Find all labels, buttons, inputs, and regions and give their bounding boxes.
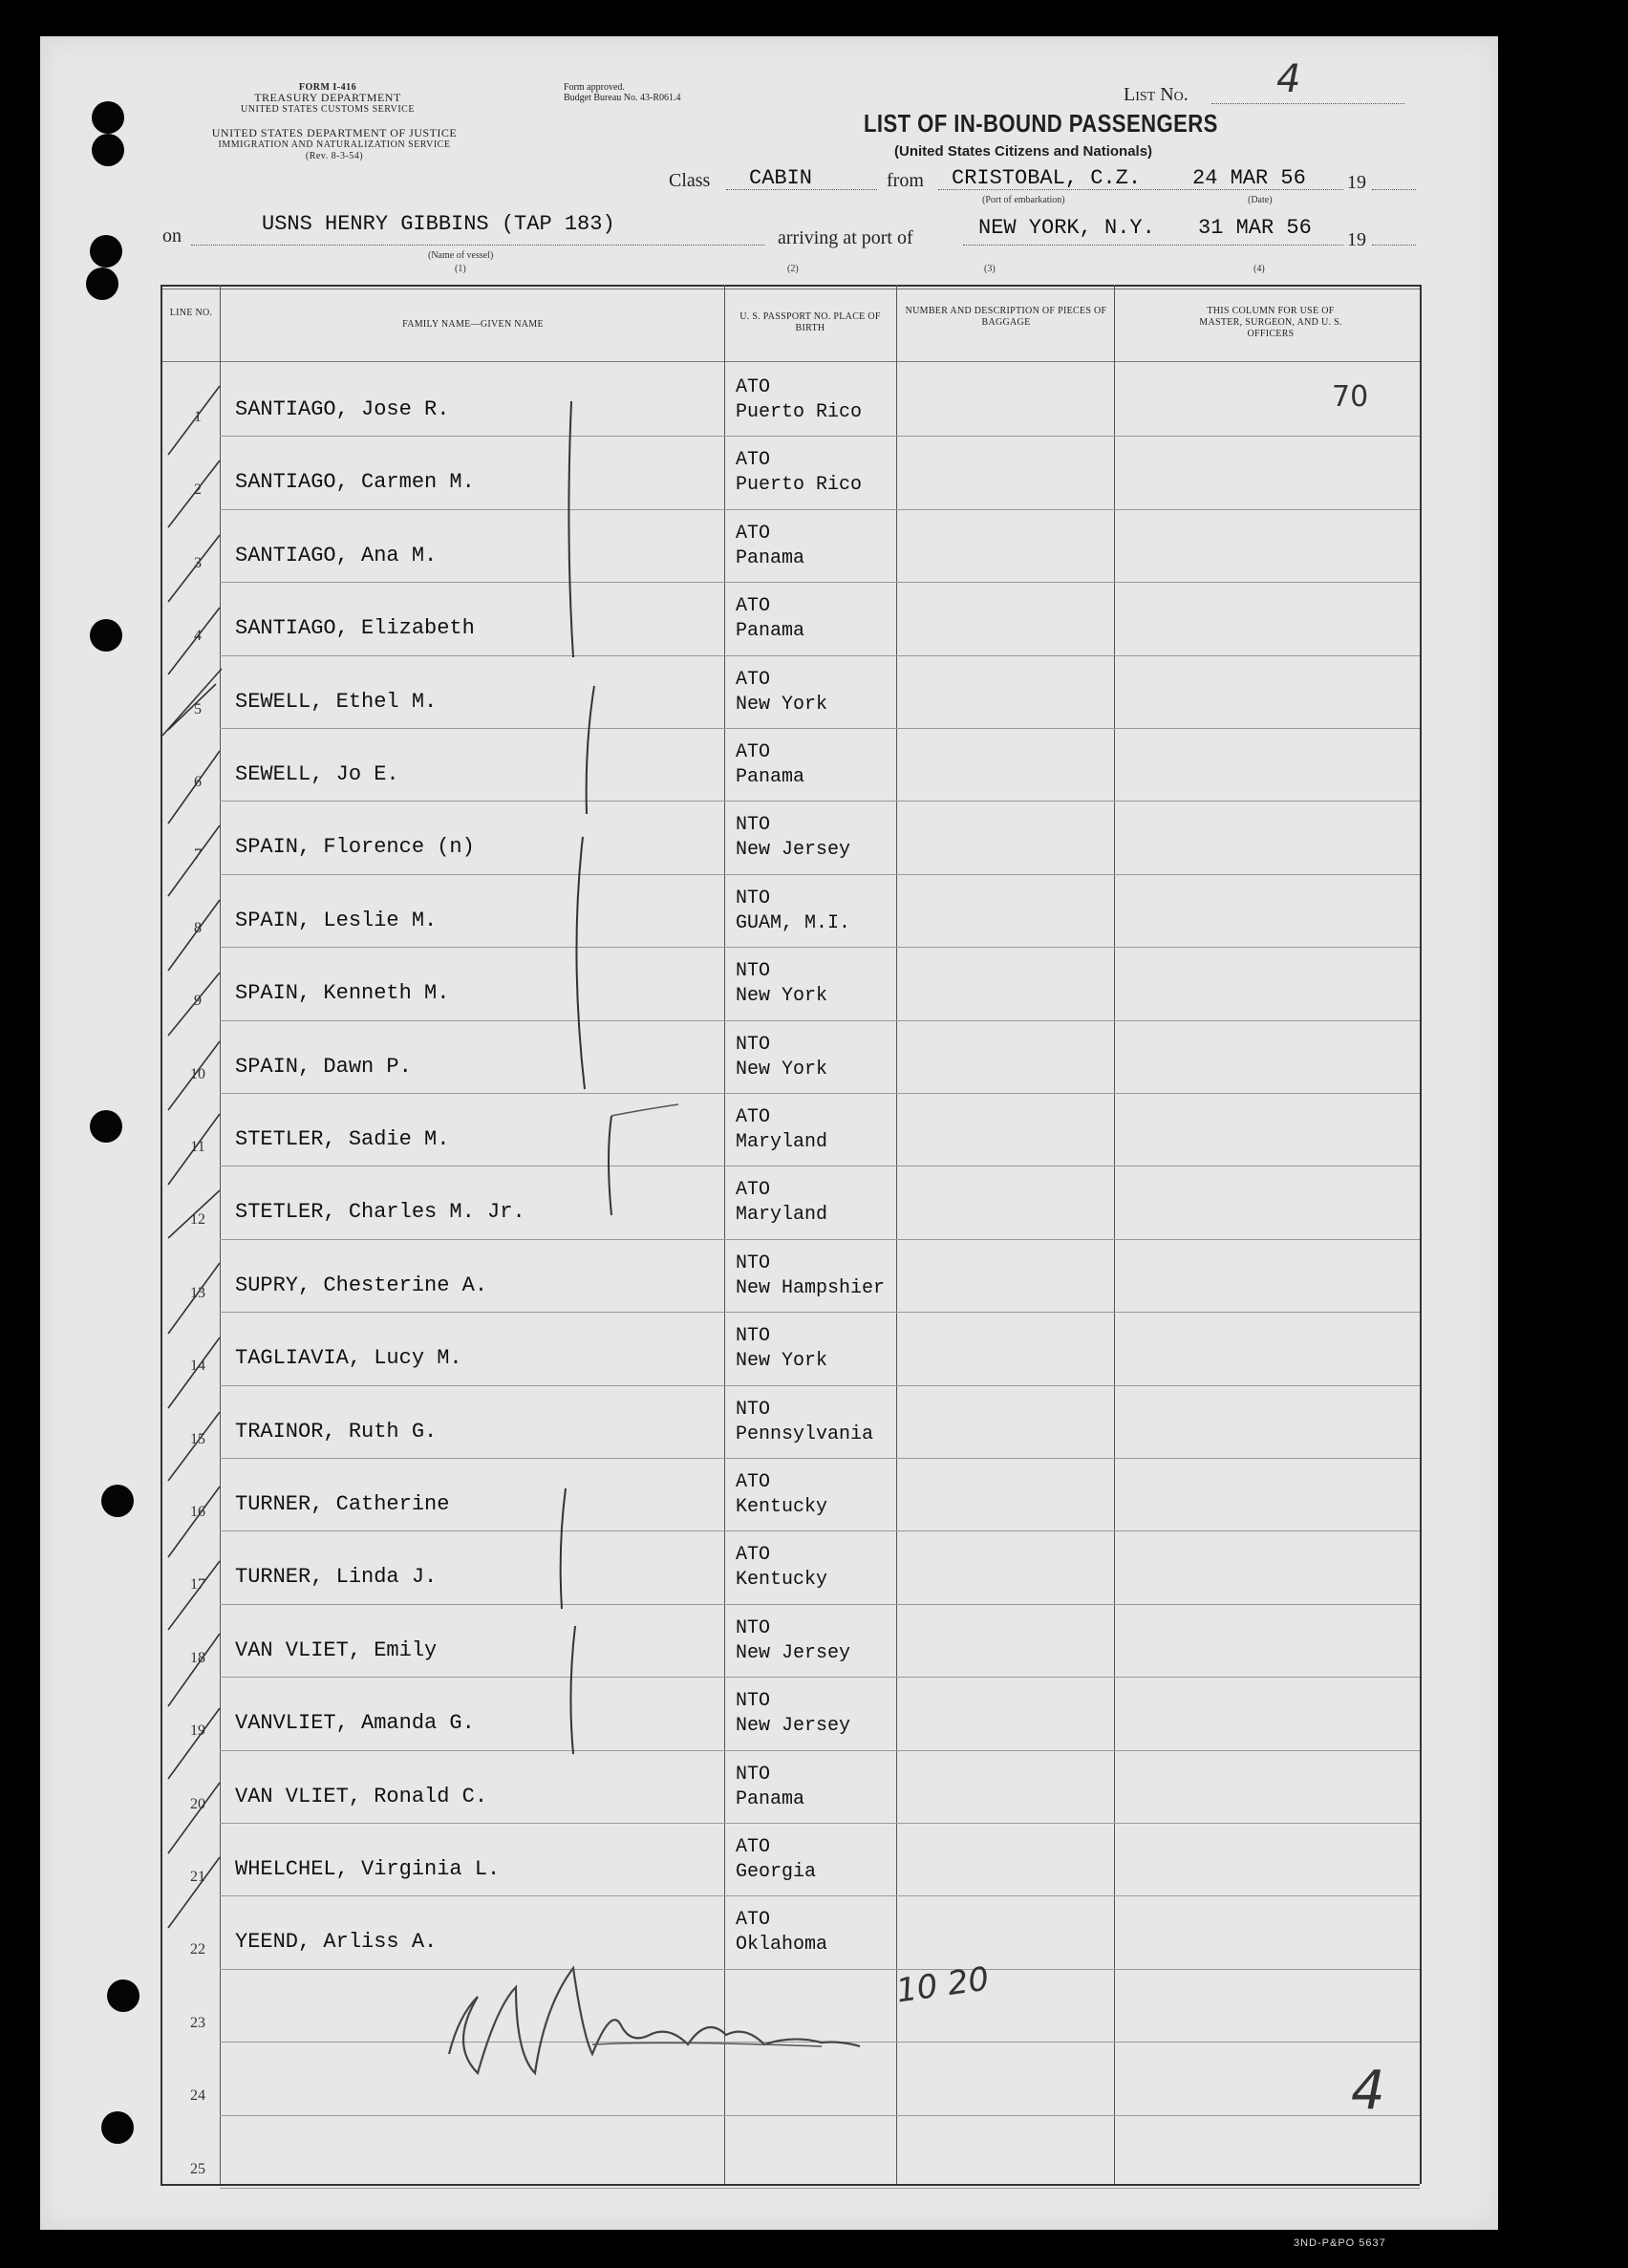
revision-date: (Rev. 8-3-54) [305,151,364,161]
place-of-birth: Kentucky [736,1569,828,1592]
place-of-birth: New Jersey [736,839,851,862]
passenger-name: SEWELL, Ethel M. [235,689,438,714]
row-line-number: 5 [194,700,202,717]
header-line-no: LINE NO. [169,308,213,318]
place-of-birth: Maryland [736,1131,828,1153]
passport-code: NTO [736,1398,771,1421]
passport-code: NTO [736,1252,771,1274]
passenger-name: TURNER, Catherine [235,1492,450,1516]
passport-code: ATO [736,376,771,398]
arrival-port: NEW YORK, N.Y. [978,216,1155,240]
place-of-birth: Panama [736,546,805,569]
place-of-birth: Pennsylvania [736,1423,874,1445]
place-of-birth: Oklahoma [736,1934,828,1957]
passenger-name: VAN VLIET, Emily [235,1637,438,1662]
passport-code: NTO [736,1033,771,1056]
col-number-4: (4) [1253,264,1265,274]
passport-code: ATO [736,1544,771,1567]
place-of-birth: Kentucky [736,1496,828,1518]
passenger-name: VAN VLIET, Ronald C. [235,1784,488,1808]
on-label: on [162,225,182,246]
passenger-name: SANTIAGO, Carmen M. [235,470,475,495]
list-no-label: List No. [1124,84,1189,105]
row-line-number: 14 [190,1358,205,1375]
passenger-name: SEWELL, Jo E. [235,762,399,786]
row-line-number: 19 [190,1722,205,1740]
page-subtitle: (United States Citizens and Nationals) [894,143,1153,160]
row-line-number: 7 [194,846,202,864]
place-of-birth: New York [736,693,828,716]
header-officers: THIS COLUMN FOR USE OF MASTER, SURGEON, AND U. S. OFFICERS [1199,306,1342,339]
treasury-department: TREASURY DEPARTMENT [254,91,401,104]
row-line-number: 20 [190,1795,205,1812]
passenger-name: SPAIN, Dawn P. [235,1054,412,1079]
row-line-number: 3 [194,554,202,571]
place-of-birth: New Jersey [736,1641,851,1664]
vessel-name: USNS HENRY GIBBINS (TAP 183) [262,212,615,236]
passport-code: ATO [736,1836,771,1858]
passenger-name: SPAIN, Florence (n) [235,835,475,860]
place-of-birth: Panama [736,766,805,788]
row-line-number: 6 [194,774,202,790]
row-line-number: 21 [190,1869,205,1885]
place-of-birth: Puerto Rico [736,401,863,423]
passenger-name: SUPRY, Chesterine A. [235,1273,488,1297]
passenger-name: TAGLIAVIA, Lucy M. [235,1346,462,1371]
passport-code: ATO [736,741,771,763]
row-line-number: 13 [190,1284,205,1301]
printer-code: 3ND-P&PO 5637 [1294,2237,1386,2249]
place-of-birth: Georgia [736,1861,817,1883]
from-label: from [887,170,924,191]
handwritten-time: 10 20 [893,1959,992,2011]
passport-code: ATO [736,1106,771,1128]
row-line-number: 4 [194,628,202,645]
arrival-date: 31 MAR 56 [1198,216,1312,240]
passport-code: ATO [736,522,771,545]
row-line-number: 9 [194,993,202,1010]
row-line-number: 8 [194,919,202,936]
list-no-value: 4 [1276,57,1301,101]
passport-code: NTO [736,1616,771,1639]
row-line-number: 1 [194,409,202,425]
passport-code: ATO [736,1909,771,1932]
passport-code: NTO [736,887,771,909]
place-of-birth: Panama [736,1787,805,1810]
form-number: FORM I-416 [298,82,357,93]
row-line-number: 17 [190,1576,205,1594]
row-line-number: 10 [190,1065,205,1082]
budget-bureau: Budget Bureau No. 43-R061.4 [564,93,681,103]
passport-code: NTO [736,1325,771,1348]
passport-code: NTO [736,960,771,983]
place-of-birth: Panama [736,620,805,643]
passport-code: ATO [736,1179,771,1202]
place-of-birth: New York [736,1350,828,1373]
col-number-2: (2) [787,264,799,274]
arriving-label: arriving at port of [778,227,913,248]
page-title: LIST OF IN-BOUND PASSENGERS [864,109,1218,138]
place-of-birth: New York [736,1058,828,1081]
port-caption: (Port of embarkation) [982,195,1065,205]
row-line-number: 16 [190,1504,205,1520]
passenger-name: STETLER, Sadie M. [235,1127,450,1151]
passenger-name: STETLER, Charles M. Jr. [235,1200,525,1225]
passenger-name: TRAINOR, Ruth G. [235,1419,438,1444]
col-number-1: (1) [455,264,466,274]
handwritten-count: 70 [1332,380,1369,414]
passenger-name: SPAIN, Leslie M. [235,908,438,932]
row-line-number: 24 [190,2087,205,2105]
form-approved: Form approved. [564,82,625,93]
passport-code: NTO [736,1763,771,1786]
handwritten-page-mark: 4 [1351,2060,1385,2122]
passenger-name: SPAIN, Kenneth M. [235,981,450,1006]
passport-code: NTO [736,1690,771,1713]
row-line-number: 25 [190,2160,205,2177]
class-value: CABIN [749,166,813,190]
year-prefix-2: 19 [1347,229,1366,250]
date-caption: (Date) [1248,195,1273,205]
passport-code: ATO [736,668,771,691]
row-line-number: 23 [190,2014,205,2031]
row-line-number: 2 [194,481,202,499]
passenger-name: SANTIAGO, Jose R. [235,397,450,421]
passport-code: ATO [736,449,771,472]
passenger-name: TURNER, Linda J. [235,1565,438,1590]
customs-service: UNITED STATES CUSTOMS SERVICE [241,104,415,115]
passenger-name: YEEND, Arliss A. [235,1930,438,1955]
header-passport: U. S. PASSPORT NO. PLACE OF BIRTH [739,311,881,333]
header-baggage: NUMBER AND DESCRIPTION OF PIECES OF BAGGAGE [905,306,1107,328]
passenger-name: WHELCHEL, Virginia L. [235,1857,501,1881]
embarkation-date: 24 MAR 56 [1192,166,1306,190]
col-number-3: (3) [984,264,996,274]
year-prefix: 19 [1347,172,1366,193]
place-of-birth: New Hampshier [736,1276,886,1299]
place-of-birth: Maryland [736,1204,828,1227]
ins-service: IMMIGRATION AND NATURALIZATION SERVICE [218,139,451,150]
class-label: Class [669,170,711,191]
passport-code: ATO [736,1471,771,1493]
place-of-birth: GUAM, M.I. [736,911,851,934]
passenger-name: SANTIAGO, Elizabeth [235,616,475,641]
passenger-name: VANVLIET, Amanda G. [235,1711,475,1736]
place-of-birth: New Jersey [736,1715,851,1738]
place-of-birth: Puerto Rico [736,474,863,497]
header-family-name: FAMILY NAME—GIVEN NAME [402,319,544,330]
row-line-number: 18 [190,1649,205,1666]
passport-code: NTO [736,814,771,837]
row-line-number: 15 [190,1430,205,1447]
row-line-number: 11 [190,1139,205,1155]
row-line-number: 12 [190,1211,205,1229]
justice-department: UNITED STATES DEPARTMENT OF JUSTICE [211,126,458,139]
vessel-caption: (Name of vessel) [428,250,494,261]
passport-code: ATO [736,595,771,618]
place-of-birth: New York [736,985,828,1008]
row-line-number: 22 [190,1941,205,1958]
port-of-embarkation: CRISTOBAL, C.Z. [952,166,1142,190]
passenger-name: SANTIAGO, Ana M. [235,543,438,567]
